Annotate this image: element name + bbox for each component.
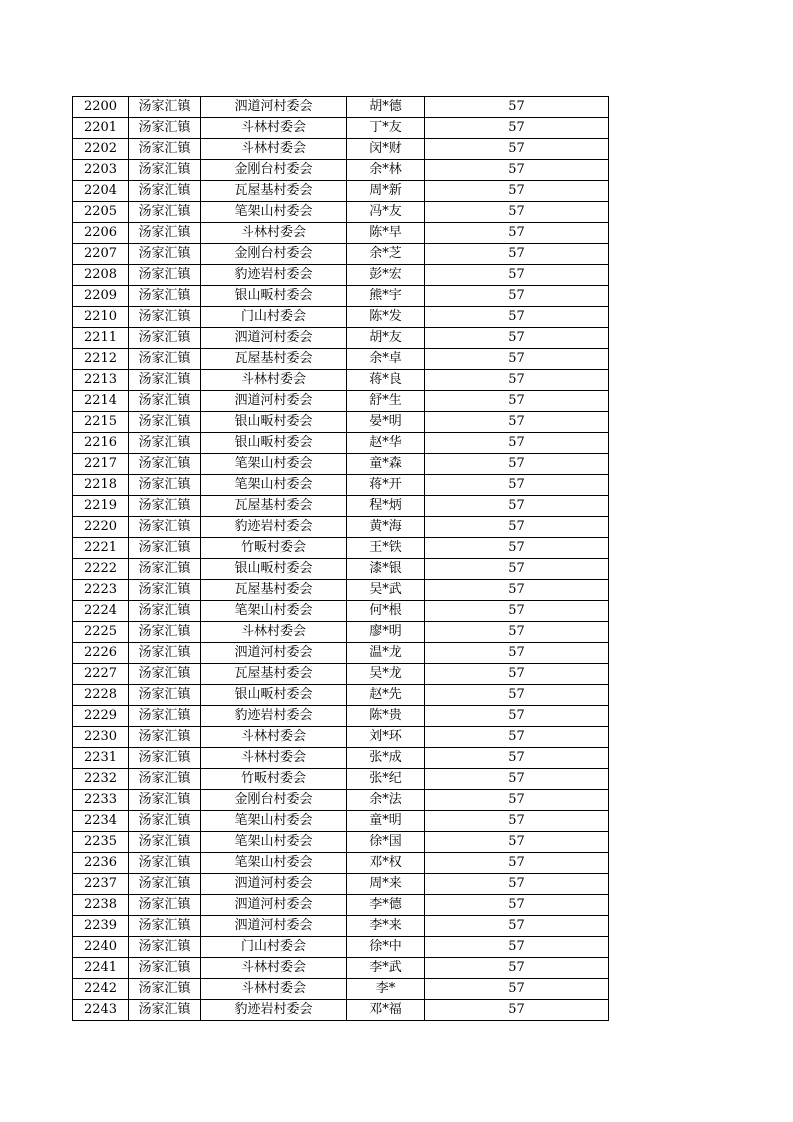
cell-village: 斗林村委会 <box>201 748 347 769</box>
cell-name: 余*芝 <box>347 244 425 265</box>
cell-name: 蒋*良 <box>347 370 425 391</box>
cell-name: 童*森 <box>347 454 425 475</box>
table-row <box>73 307 609 328</box>
cell-id: 2219 <box>73 496 129 517</box>
cell-amount: 57 <box>425 349 609 370</box>
table-row <box>73 790 609 811</box>
cell-town: 汤家汇镇 <box>129 412 201 433</box>
table-row <box>73 643 609 664</box>
cell-name: 余*卓 <box>347 349 425 370</box>
cell-id: 2237 <box>73 874 129 895</box>
cell-amount: 57 <box>425 412 609 433</box>
cell-name: 李*武 <box>347 958 425 979</box>
table-row <box>73 97 609 118</box>
cell-amount: 57 <box>425 454 609 475</box>
table-row <box>73 937 609 958</box>
cell-village: 瓦屋基村委会 <box>201 664 347 685</box>
cell-village: 泗道河村委会 <box>201 643 347 664</box>
cell-town: 汤家汇镇 <box>129 538 201 559</box>
cell-amount: 57 <box>425 139 609 160</box>
cell-id: 2228 <box>73 685 129 706</box>
cell-id: 2210 <box>73 307 129 328</box>
cell-id: 2204 <box>73 181 129 202</box>
cell-village: 斗林村委会 <box>201 727 347 748</box>
table-row <box>73 727 609 748</box>
cell-amount: 57 <box>425 181 609 202</box>
table-row <box>73 706 609 727</box>
cell-town: 汤家汇镇 <box>129 748 201 769</box>
table-row <box>73 622 609 643</box>
cell-name: 余*林 <box>347 160 425 181</box>
cell-town: 汤家汇镇 <box>129 853 201 874</box>
cell-town: 汤家汇镇 <box>129 601 201 622</box>
cell-name: 蒋*开 <box>347 475 425 496</box>
cell-name: 陈*发 <box>347 307 425 328</box>
cell-name: 周*新 <box>347 181 425 202</box>
cell-id: 2222 <box>73 559 129 580</box>
cell-amount: 57 <box>425 517 609 538</box>
cell-id: 2227 <box>73 664 129 685</box>
cell-id: 2215 <box>73 412 129 433</box>
cell-town: 汤家汇镇 <box>129 790 201 811</box>
cell-village: 笔架山村委会 <box>201 454 347 475</box>
cell-town: 汤家汇镇 <box>129 181 201 202</box>
cell-village: 泗道河村委会 <box>201 895 347 916</box>
cell-amount: 57 <box>425 118 609 139</box>
cell-id: 2235 <box>73 832 129 853</box>
cell-village: 瓦屋基村委会 <box>201 580 347 601</box>
cell-id: 2217 <box>73 454 129 475</box>
cell-town: 汤家汇镇 <box>129 454 201 475</box>
cell-town: 汤家汇镇 <box>129 475 201 496</box>
cell-name: 黄*海 <box>347 517 425 538</box>
cell-village: 竹畈村委会 <box>201 538 347 559</box>
cell-amount: 57 <box>425 391 609 412</box>
cell-id: 2220 <box>73 517 129 538</box>
table-row <box>73 370 609 391</box>
cell-name: 李*来 <box>347 916 425 937</box>
cell-id: 2229 <box>73 706 129 727</box>
cell-town: 汤家汇镇 <box>129 517 201 538</box>
cell-village: 斗林村委会 <box>201 118 347 139</box>
records-table <box>72 96 609 1021</box>
cell-village: 斗林村委会 <box>201 979 347 1000</box>
cell-name: 周*来 <box>347 874 425 895</box>
table-row <box>73 139 609 160</box>
cell-id: 2200 <box>73 97 129 118</box>
cell-id: 2241 <box>73 958 129 979</box>
cell-town: 汤家汇镇 <box>129 895 201 916</box>
cell-village: 笔架山村委会 <box>201 475 347 496</box>
cell-amount: 57 <box>425 895 609 916</box>
cell-village: 笔架山村委会 <box>201 832 347 853</box>
table-row <box>73 874 609 895</box>
cell-id: 2236 <box>73 853 129 874</box>
cell-village: 豹迹岩村委会 <box>201 517 347 538</box>
cell-name: 李* <box>347 979 425 1000</box>
table-row <box>73 244 609 265</box>
cell-name: 何*根 <box>347 601 425 622</box>
cell-amount: 57 <box>425 979 609 1000</box>
cell-name: 廖*明 <box>347 622 425 643</box>
cell-id: 2214 <box>73 391 129 412</box>
cell-id: 2224 <box>73 601 129 622</box>
cell-village: 泗道河村委会 <box>201 874 347 895</box>
cell-id: 2212 <box>73 349 129 370</box>
cell-id: 2211 <box>73 328 129 349</box>
cell-town: 汤家汇镇 <box>129 202 201 223</box>
table-row <box>73 958 609 979</box>
cell-name: 胡*德 <box>347 97 425 118</box>
cell-town: 汤家汇镇 <box>129 1000 201 1021</box>
cell-amount: 57 <box>425 937 609 958</box>
cell-town: 汤家汇镇 <box>129 286 201 307</box>
cell-id: 2207 <box>73 244 129 265</box>
cell-amount: 57 <box>425 916 609 937</box>
cell-town: 汤家汇镇 <box>129 979 201 1000</box>
cell-id: 2202 <box>73 139 129 160</box>
cell-name: 王*铁 <box>347 538 425 559</box>
cell-name: 舒*生 <box>347 391 425 412</box>
table-row <box>73 580 609 601</box>
cell-town: 汤家汇镇 <box>129 433 201 454</box>
cell-village: 笔架山村委会 <box>201 601 347 622</box>
cell-amount: 57 <box>425 328 609 349</box>
cell-amount: 57 <box>425 601 609 622</box>
cell-amount: 57 <box>425 475 609 496</box>
cell-town: 汤家汇镇 <box>129 97 201 118</box>
table-row <box>73 496 609 517</box>
cell-village: 银山畈村委会 <box>201 412 347 433</box>
cell-name: 陈*早 <box>347 223 425 244</box>
cell-name: 陈*贵 <box>347 706 425 727</box>
cell-village: 斗林村委会 <box>201 139 347 160</box>
cell-town: 汤家汇镇 <box>129 307 201 328</box>
cell-name: 吴*龙 <box>347 664 425 685</box>
cell-amount: 57 <box>425 97 609 118</box>
cell-amount: 57 <box>425 580 609 601</box>
cell-village: 金刚台村委会 <box>201 244 347 265</box>
cell-town: 汤家汇镇 <box>129 832 201 853</box>
cell-amount: 57 <box>425 643 609 664</box>
cell-amount: 57 <box>425 790 609 811</box>
cell-id: 2233 <box>73 790 129 811</box>
cell-name: 余*法 <box>347 790 425 811</box>
cell-amount: 57 <box>425 874 609 895</box>
cell-amount: 57 <box>425 496 609 517</box>
cell-id: 2213 <box>73 370 129 391</box>
cell-id: 2206 <box>73 223 129 244</box>
cell-town: 汤家汇镇 <box>129 118 201 139</box>
cell-amount: 57 <box>425 727 609 748</box>
table-row <box>73 181 609 202</box>
table-row <box>73 286 609 307</box>
cell-name: 闵*财 <box>347 139 425 160</box>
cell-town: 汤家汇镇 <box>129 349 201 370</box>
cell-id: 2238 <box>73 895 129 916</box>
cell-id: 2234 <box>73 811 129 832</box>
cell-id: 2216 <box>73 433 129 454</box>
cell-village: 门山村委会 <box>201 937 347 958</box>
cell-id: 2203 <box>73 160 129 181</box>
cell-town: 汤家汇镇 <box>129 622 201 643</box>
cell-name: 刘*环 <box>347 727 425 748</box>
cell-town: 汤家汇镇 <box>129 370 201 391</box>
table-row <box>73 916 609 937</box>
cell-name: 徐*中 <box>347 937 425 958</box>
cell-amount: 57 <box>425 244 609 265</box>
cell-town: 汤家汇镇 <box>129 664 201 685</box>
cell-name: 胡*友 <box>347 328 425 349</box>
table-row <box>73 538 609 559</box>
cell-amount: 57 <box>425 538 609 559</box>
cell-town: 汤家汇镇 <box>129 874 201 895</box>
cell-amount: 57 <box>425 202 609 223</box>
cell-village: 豹迹岩村委会 <box>201 706 347 727</box>
table-row <box>73 601 609 622</box>
cell-town: 汤家汇镇 <box>129 160 201 181</box>
cell-village: 金刚台村委会 <box>201 160 347 181</box>
cell-village: 斗林村委会 <box>201 958 347 979</box>
cell-name: 吴*武 <box>347 580 425 601</box>
cell-amount: 57 <box>425 370 609 391</box>
table-row <box>73 433 609 454</box>
cell-amount: 57 <box>425 1000 609 1021</box>
cell-village: 笔架山村委会 <box>201 202 347 223</box>
cell-town: 汤家汇镇 <box>129 139 201 160</box>
cell-village: 泗道河村委会 <box>201 328 347 349</box>
table-row <box>73 853 609 874</box>
cell-id: 2225 <box>73 622 129 643</box>
cell-id: 2205 <box>73 202 129 223</box>
cell-name: 张*成 <box>347 748 425 769</box>
cell-amount: 57 <box>425 433 609 454</box>
cell-village: 笔架山村委会 <box>201 811 347 832</box>
table-row <box>73 979 609 1000</box>
table-row <box>73 559 609 580</box>
table-row <box>73 517 609 538</box>
table-row <box>73 769 609 790</box>
cell-name: 彭*宏 <box>347 265 425 286</box>
cell-name: 赵*华 <box>347 433 425 454</box>
cell-name: 童*明 <box>347 811 425 832</box>
table-row <box>73 160 609 181</box>
cell-village: 银山畈村委会 <box>201 559 347 580</box>
table-row <box>73 832 609 853</box>
cell-amount: 57 <box>425 748 609 769</box>
table-row <box>73 412 609 433</box>
cell-village: 银山畈村委会 <box>201 433 347 454</box>
cell-id: 2209 <box>73 286 129 307</box>
cell-name: 冯*友 <box>347 202 425 223</box>
cell-amount: 57 <box>425 559 609 580</box>
cell-village: 豹迹岩村委会 <box>201 1000 347 1021</box>
cell-village: 银山畈村委会 <box>201 685 347 706</box>
cell-town: 汤家汇镇 <box>129 811 201 832</box>
cell-id: 2221 <box>73 538 129 559</box>
cell-id: 2242 <box>73 979 129 1000</box>
cell-id: 2223 <box>73 580 129 601</box>
cell-amount: 57 <box>425 769 609 790</box>
cell-town: 汤家汇镇 <box>129 916 201 937</box>
cell-village: 瓦屋基村委会 <box>201 496 347 517</box>
cell-town: 汤家汇镇 <box>129 559 201 580</box>
table-row <box>73 328 609 349</box>
cell-id: 2243 <box>73 1000 129 1021</box>
table-row <box>73 391 609 412</box>
cell-town: 汤家汇镇 <box>129 643 201 664</box>
cell-town: 汤家汇镇 <box>129 727 201 748</box>
cell-amount: 57 <box>425 706 609 727</box>
cell-town: 汤家汇镇 <box>129 496 201 517</box>
cell-village: 豹迹岩村委会 <box>201 265 347 286</box>
cell-town: 汤家汇镇 <box>129 244 201 265</box>
cell-id: 2226 <box>73 643 129 664</box>
cell-village: 瓦屋基村委会 <box>201 349 347 370</box>
cell-name: 张*纪 <box>347 769 425 790</box>
cell-village: 瓦屋基村委会 <box>201 181 347 202</box>
cell-amount: 57 <box>425 853 609 874</box>
table-row <box>73 265 609 286</box>
records-body <box>73 97 609 1021</box>
cell-village: 竹畈村委会 <box>201 769 347 790</box>
cell-village: 泗道河村委会 <box>201 97 347 118</box>
cell-id: 2240 <box>73 937 129 958</box>
cell-town: 汤家汇镇 <box>129 958 201 979</box>
cell-amount: 57 <box>425 265 609 286</box>
cell-amount: 57 <box>425 160 609 181</box>
cell-name: 丁*友 <box>347 118 425 139</box>
cell-village: 金刚台村委会 <box>201 790 347 811</box>
cell-id: 2230 <box>73 727 129 748</box>
table-row <box>73 685 609 706</box>
cell-amount: 57 <box>425 811 609 832</box>
cell-amount: 57 <box>425 832 609 853</box>
cell-town: 汤家汇镇 <box>129 769 201 790</box>
cell-id: 2218 <box>73 475 129 496</box>
cell-id: 2208 <box>73 265 129 286</box>
cell-town: 汤家汇镇 <box>129 937 201 958</box>
table-row <box>73 664 609 685</box>
cell-name: 程*炳 <box>347 496 425 517</box>
table-row <box>73 475 609 496</box>
cell-village: 斗林村委会 <box>201 622 347 643</box>
table-row <box>73 223 609 244</box>
cell-village: 泗道河村委会 <box>201 916 347 937</box>
cell-amount: 57 <box>425 664 609 685</box>
cell-id: 2232 <box>73 769 129 790</box>
table-row <box>73 748 609 769</box>
cell-amount: 57 <box>425 223 609 244</box>
table-row <box>73 454 609 475</box>
cell-town: 汤家汇镇 <box>129 706 201 727</box>
cell-village: 斗林村委会 <box>201 223 347 244</box>
cell-name: 晏*明 <box>347 412 425 433</box>
cell-town: 汤家汇镇 <box>129 391 201 412</box>
cell-name: 邓*福 <box>347 1000 425 1021</box>
cell-town: 汤家汇镇 <box>129 265 201 286</box>
cell-village: 泗道河村委会 <box>201 391 347 412</box>
cell-name: 李*德 <box>347 895 425 916</box>
cell-name: 赵*先 <box>347 685 425 706</box>
table-row <box>73 118 609 139</box>
cell-town: 汤家汇镇 <box>129 685 201 706</box>
cell-id: 2201 <box>73 118 129 139</box>
cell-village: 斗林村委会 <box>201 370 347 391</box>
cell-amount: 57 <box>425 286 609 307</box>
cell-id: 2239 <box>73 916 129 937</box>
cell-town: 汤家汇镇 <box>129 580 201 601</box>
cell-id: 2231 <box>73 748 129 769</box>
table-row <box>73 349 609 370</box>
table-row <box>73 1000 609 1021</box>
cell-town: 汤家汇镇 <box>129 328 201 349</box>
cell-name: 熊*宇 <box>347 286 425 307</box>
cell-village: 银山畈村委会 <box>201 286 347 307</box>
cell-village: 笔架山村委会 <box>201 853 347 874</box>
cell-name: 徐*国 <box>347 832 425 853</box>
table-row <box>73 202 609 223</box>
cell-name: 温*龙 <box>347 643 425 664</box>
cell-amount: 57 <box>425 685 609 706</box>
cell-town: 汤家汇镇 <box>129 223 201 244</box>
cell-name: 邓*权 <box>347 853 425 874</box>
cell-amount: 57 <box>425 958 609 979</box>
table-row <box>73 811 609 832</box>
cell-village: 门山村委会 <box>201 307 347 328</box>
table-row <box>73 895 609 916</box>
cell-amount: 57 <box>425 622 609 643</box>
cell-amount: 57 <box>425 307 609 328</box>
cell-name: 漆*银 <box>347 559 425 580</box>
